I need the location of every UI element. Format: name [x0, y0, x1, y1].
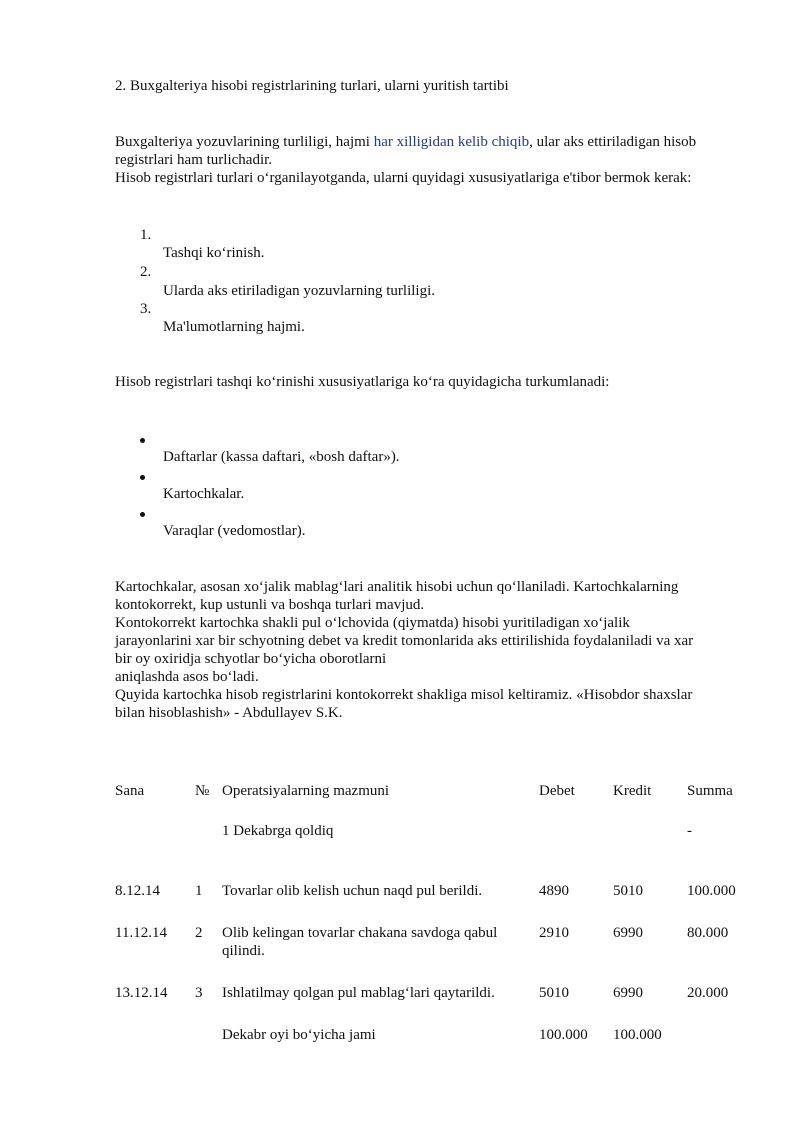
header-summa: Summa — [687, 783, 733, 799]
cell-no: 1 — [195, 883, 203, 899]
cell-no: 3 — [195, 985, 203, 1001]
section-heading: 2. Buxgalteriya hisobi registrlarining turlari, ularni yuritish tartibi — [115, 78, 509, 94]
cell-debet: 2910 — [539, 925, 569, 941]
table-row — [115, 924, 745, 984]
body-line: jarayonlarini xar bir schyotning debet va kredit tomonlarida aks ettirilishida foydalaniladi va xar — [115, 633, 694, 649]
total-kredit: 100.000 — [613, 1027, 662, 1043]
cell-summa: 80.000 — [687, 925, 729, 941]
intro-line-3: Hisob registrlari turlari o‘rganilayotganda, ularni quyidagi xususiyatlariga e'tibor bermok kerak: — [115, 170, 692, 186]
cell-sana: 8.12.14 — [115, 883, 160, 899]
cell-no: 2 — [195, 925, 203, 941]
list-item: Tashqi ko‘rinish. — [163, 245, 265, 261]
intro-paragraph — [115, 133, 745, 187]
header-kredit: Kredit — [613, 783, 652, 799]
list-item: Varaqlar (vedomostlar). — [163, 523, 306, 539]
cell-op: Ishlatilmay qolgan pul mablag‘lari qaytarildi. — [222, 985, 495, 1001]
cell-summa: 100.000 — [687, 883, 736, 899]
bullet-icon — [140, 467, 145, 485]
classification-intro: Hisob registrlari tashqi ko‘rinishi xususiyatlariga ko‘ra quyidagicha turkumlanadi: — [115, 374, 610, 390]
table-row — [115, 984, 745, 1026]
list-marker: 2. — [140, 264, 152, 280]
opening-summa: - — [687, 823, 692, 839]
body-paragraph — [115, 578, 745, 722]
intro-line-2: registrlari ham turlichadir. — [115, 152, 273, 168]
intro-line-1 — [115, 133, 745, 151]
bullet-icon — [140, 504, 145, 522]
cell-op: Tovarlar olib kelish uchun naqd pul berildi. — [222, 883, 483, 899]
table-header-row — [115, 782, 745, 822]
bullet-icon — [140, 430, 145, 448]
cell-kredit: 6990 — [613, 985, 643, 1001]
total-debet: 100.000 — [539, 1027, 588, 1043]
intro-text: Buxgalteriya yozuvlarining turliligi, hajmi — [115, 134, 374, 150]
list-item: Kartochkalar. — [163, 486, 245, 502]
table-row-opening — [115, 822, 745, 882]
cell-debet: 5010 — [539, 985, 569, 1001]
table-row — [115, 882, 745, 924]
cell-op: Olib kelingan tovarlar chakana savdoga qabul qilindi. — [222, 925, 498, 959]
list-item: Ularda aks etiriladigan yozuvlarning turliligi. — [163, 283, 436, 299]
list-item: Ma'lumotlarning hajmi. — [163, 319, 305, 335]
cell-kredit: 5010 — [613, 883, 643, 899]
header-sana: Sana — [115, 783, 145, 799]
list-marker: 3. — [140, 301, 152, 317]
cell-sana: 11.12.14 — [115, 925, 167, 941]
total-op: Dekabr oyi bo‘yicha jami — [222, 1027, 376, 1043]
intro-text-end: , ular aks ettiriladigan hisob — [529, 134, 697, 150]
body-line: Quyida kartochka hisob registrlarini kontokorrekt shakliga misol keltiramiz. «Hisobdor shaxslar — [115, 687, 693, 703]
body-line: Kontokorrekt kartochka shakli pul o‘lchovida (qiymatda) hisobi yuritiladigan xo‘jalik — [115, 615, 630, 631]
cell-sana: 13.12.14 — [115, 985, 168, 1001]
body-line: bilan hisoblashish» - Abdullayev S.K. — [115, 705, 343, 721]
body-line: kontokorrekt, kup ustunli va boshqa turlari mavjud. — [115, 597, 425, 613]
header-debet: Debet — [539, 783, 575, 799]
cell-kredit: 6990 — [613, 925, 643, 941]
header-no: № — [195, 783, 210, 799]
list-marker: 1. — [140, 227, 152, 243]
list-item: Daftarlar (kassa daftari, «bosh daftar»). — [163, 449, 400, 465]
table-total-row — [115, 1026, 745, 1056]
cell-summa: 20.000 — [687, 985, 729, 1001]
cell-debet: 4890 — [539, 883, 569, 899]
body-line: Kartochkalar, asosan xo‘jalik mablag‘lari analitik hisobi uchun qo‘llaniladi. Kartochkalarning — [115, 579, 679, 595]
kontokorrekt-table — [115, 782, 745, 1056]
opening-op: 1 Dekabrga qoldiq — [222, 823, 334, 839]
header-op: Operatsiyalarning mazmuni — [222, 783, 390, 799]
body-line: bir oy oxiridja schyotlar bo‘yicha oborotlarni — [115, 651, 387, 667]
body-line: aniqlashda asos bo‘ladi. — [115, 669, 259, 685]
intro-link[interactable]: har xilligidan kelib chiqib — [373, 134, 530, 150]
